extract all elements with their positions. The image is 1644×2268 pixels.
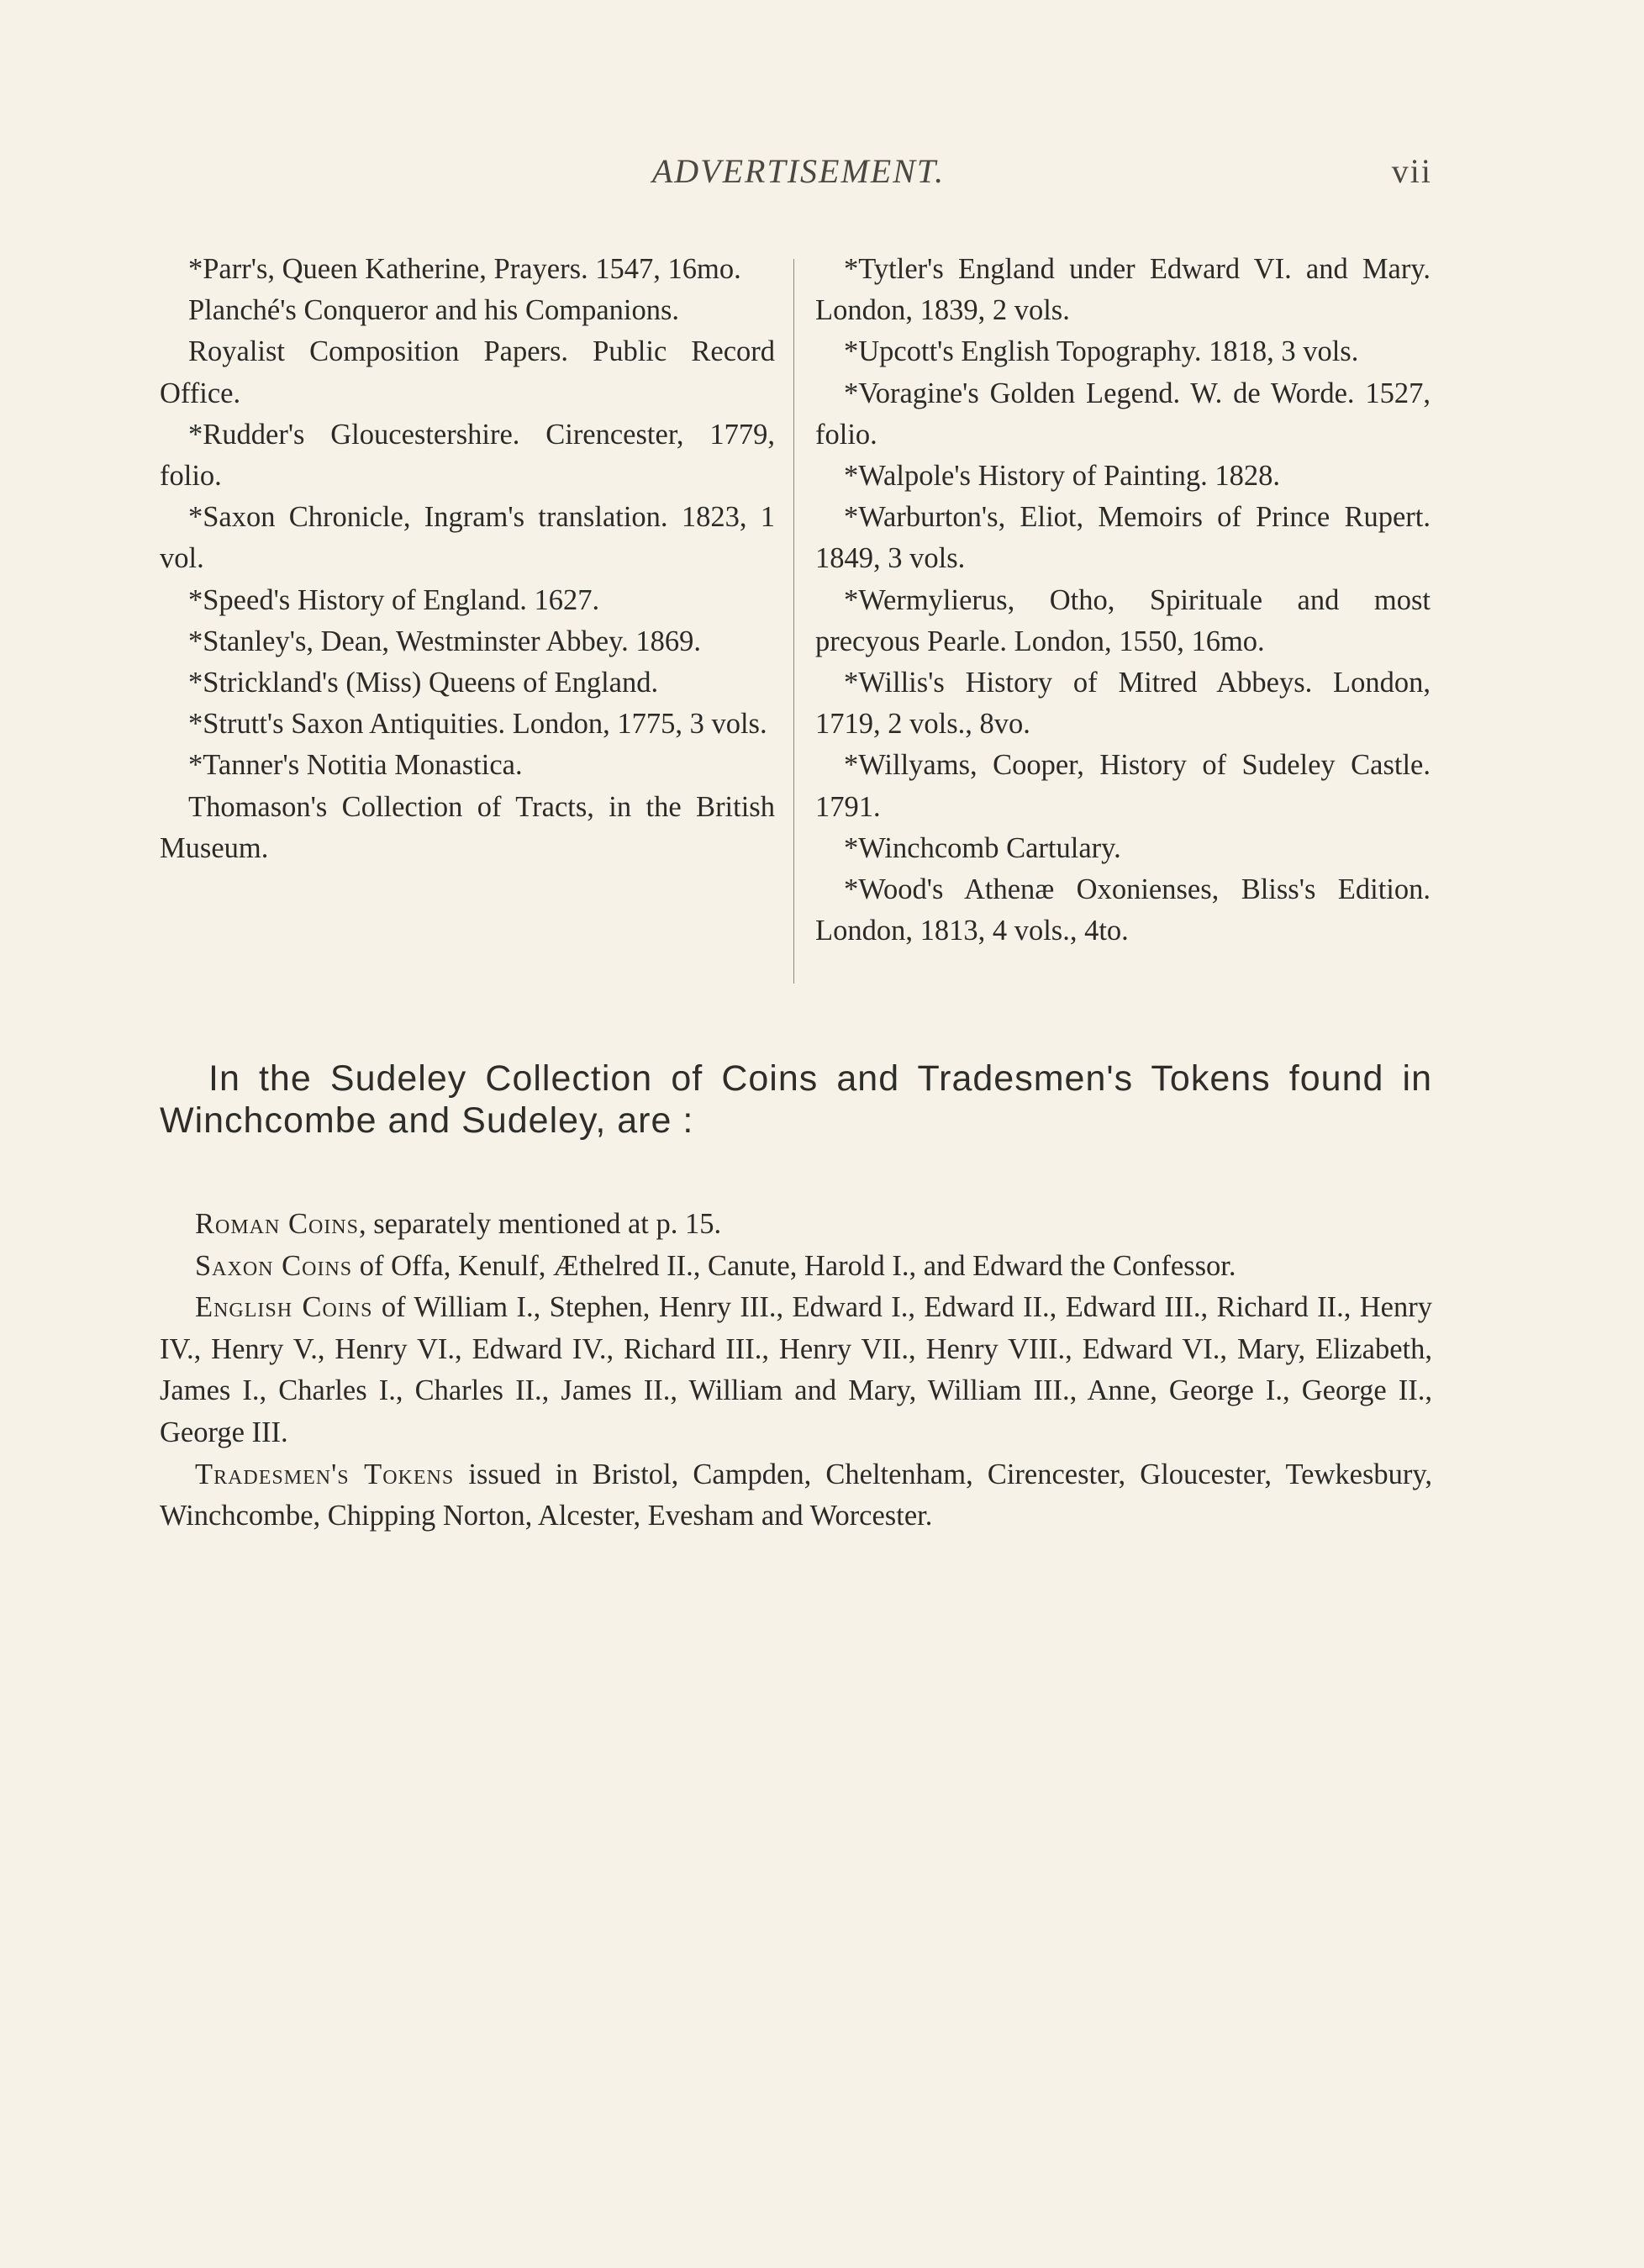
section-heading: In the Sudeley Collection of Coins and Tradesmen's Tokens found in Winchcombe and Sudeley, are : [160,1058,1432,1141]
coin-category: Saxon Coins [195,1249,353,1282]
column-divider [793,259,794,984]
bibliography-entry: *Warburton's, Eliot, Memoirs of Prince Rupert. 1849, 3 vols. [815,501,1431,575]
bibliography-entry: *Winchcomb Cartulary. [844,831,1121,864]
bibliography-entry: *Tanner's Notitia Monastica. [188,749,523,782]
right-column [815,249,1431,952]
bibliography-entry: *Speed's History of England. 1627. [188,583,600,616]
coin-entry [160,1204,1432,1246]
bibliography-entry: *Strickland's (Miss) Queens of England. [188,667,659,699]
bibliography-entry: Royalist Composition Papers. Public Record Office. [160,335,775,409]
bibliography-entry: *Wermylierus, Otho, Spirituale and most precyous Pearle. London, 1550, 16mo. [815,583,1431,657]
bibliography-entry: Planché's Conqueror and his Companions. [188,294,680,327]
coin-details: of William I., Stephen, Henry III., Edward I., Edward II., Edward III., Richard II., Henry IV., Henry V., Henry VI., Edward IV., Richard III., Henry VII., Henry VIII., Edward VI., Mary, Elizabeth, James I., Charles I., Charles II., James II., William and Mary, William III., Anne, George I., George II., George III. [160,1291,1432,1448]
coin-category: Tradesmen's Tokens [195,1458,455,1490]
running-head [160,151,1437,202]
left-column [160,249,775,869]
coin-category: English Coins [195,1291,373,1324]
bibliography-entry: *Upcott's English Topography. 1818, 3 vols. [844,335,1359,368]
coin-details: of Offa, Kenulf, Æthelred II., Canute, Harold I., and Edward the Confessor. [352,1249,1236,1282]
bibliography-entry: *Voragine's Golden Legend. W. de Worde. 1527, folio. [815,377,1431,451]
coin-list [160,1204,1432,1537]
coin-entry [160,1246,1432,1288]
bibliography-entry: Thomason's Collection of Tracts, in the British Museum. [160,790,775,864]
running-title: ADVERTISEMENT. [651,152,946,190]
coin-entry [160,1287,1432,1453]
coin-category: Roman Coins [195,1208,359,1240]
bibliography-entry: *Wood's Athenæ Oxonienses, Bliss's Edition. London, 1813, 4 vols., 4to. [815,873,1431,947]
coin-details: , separately mentioned at p. 15. [359,1208,722,1240]
bibliography-entry: *Walpole's History of Painting. 1828. [844,460,1280,493]
coin-entry [160,1454,1432,1537]
coin-details: issued in Bristol, Campden, Cheltenham, Cirencester, Gloucester, Tewkesbury, Winchcombe, Chipping Norton, Alcester, Evesham and Worcester. [160,1458,1432,1532]
bibliography-entry: *Saxon Chronicle, Ingram's translation. 1823, 1 vol. [160,501,775,575]
bibliography-entry: *Tytler's England under Edward VI. and Mary. London, 1839, 2 vols. [815,253,1431,327]
page-number: vii [1391,152,1432,190]
bibliography-entry: *Willyams, Cooper, History of Sudeley Castle. 1791. [815,749,1431,823]
bibliography-entry: *Parr's, Queen Katherine, Prayers. 1547, 16mo. [188,253,741,285]
bibliography-entry: *Willis's History of Mitred Abbeys. London, 1719, 2 vols., 8vo. [815,667,1431,741]
bibliography-entry: *Stanley's, Dean, Westminster Abbey. 1869. [188,625,701,657]
bibliography-entry: *Rudder's Gloucestershire. Cirencester, 1779, folio. [160,418,775,493]
bibliography-columns [160,249,1437,989]
bibliography-entry: *Strutt's Saxon Antiquities. London, 1775, 3 vols. [188,708,767,741]
